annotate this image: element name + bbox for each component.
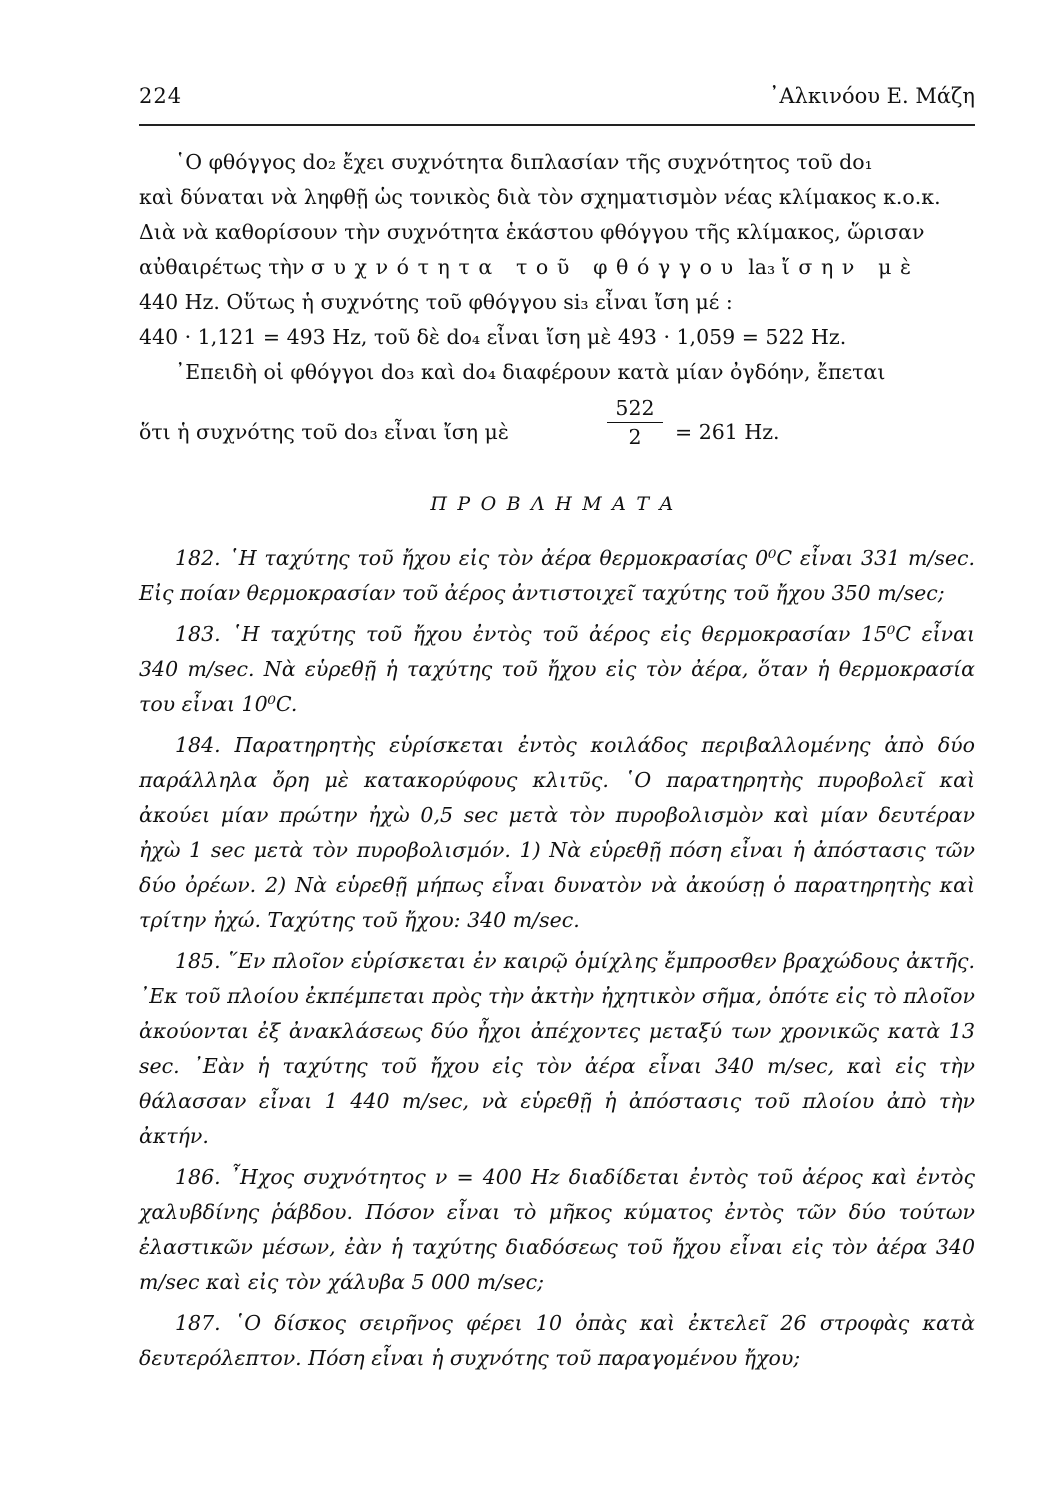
main-text	[139, 145, 975, 1382]
problem-number: 187.	[175, 1311, 221, 1335]
page-number: 224	[139, 84, 183, 108]
problem-number: 183.	[175, 622, 221, 646]
fraction-bar	[607, 422, 663, 423]
intro-line-4	[139, 250, 975, 285]
intro-line-6: 440 · 1,121 = 493 Hz, τοῦ δὲ do₄ εἶναι ἴση μὲ 493 · 1,059 = 522 Hz.	[139, 325, 847, 349]
intro-line-4-a: αὐθαιρέτως τὴν	[139, 255, 305, 279]
fraction-numerator: 522	[615, 396, 655, 420]
running-author: ᾿Αλκινόου Ε. Μάζη	[768, 84, 975, 108]
problem-number: 186.	[175, 1165, 221, 1189]
running-head	[139, 80, 975, 120]
intro-line-4-spaced: συχνότητα τοῦ φθόγγου	[310, 255, 742, 279]
intro-line-7: ᾿Επειδὴ οἱ φθόγγοι do₃ καὶ do₄ διαφέρουν κατὰ μίαν ὀγδόην, ἔπεται	[175, 360, 886, 384]
problem-item	[139, 728, 975, 938]
problem-item	[139, 1306, 975, 1376]
problem-text: ῾Η ταχύτης τοῦ ἤχου εἰς τὸν ἀέρα θερμοκρασίας 0⁰C εἶναι 331 m/sec. Εἰς ποίαν θερμοκρασίαν τοῦ ἀέρος ἀντιστοιχεῖ ταχύτης τοῦ ἤχου 350 m/sec;	[139, 546, 975, 605]
intro-line-1: ῾Ο φθόγγος do₂ ἔχει συχνότητα διπλασίαν τῆς συχνότητος τοῦ do₁	[175, 150, 873, 174]
problem-text: ῾Η ταχύτης τοῦ ἤχου ἐντὸς τοῦ ἀέρος εἰς θερμοκρασίαν 15⁰C εἶναι 340 m/sec. Νὰ εὑρεθῇ ἡ ταχύτης τοῦ ἤχου εἰς τὸν ἀέρα, ὅταν ἡ θερμοκρασία του εἶναι 10⁰C.	[139, 622, 975, 716]
problem-text: ῏Ηχος συχνότητος ν = 400 Hz διαδίδεται ἐντὸς τοῦ ἀέρος καὶ ἐντὸς χαλυβδίνης ῥάβδου. Πόσον εἶναι τὸ μῆκος κύματος ἐντὸς τῶν δύο τούτων ἐλαστικῶν μέσων, ἐὰν ἡ ταχύτης διαδόσεως τοῦ ἤχου εἶναι εἰς τὸν ἀέρα 340 m/sec καὶ εἰς τὸν χάλυβα 5 000 m/sec;	[139, 1165, 975, 1294]
section-title: ΠΡΟΒΛΗΜΑΤΑ	[430, 493, 684, 515]
intro-paragraph	[139, 145, 975, 452]
intro-line-4-note: la₃	[748, 255, 776, 279]
intro-line-2: καὶ δύναται νὰ ληφθῇ ὡς τονικὸς διὰ τὸν σχηματισμὸν νέας κλίμακος κ.ο.κ.	[139, 185, 941, 209]
fraction	[607, 396, 663, 449]
intro-line-4-end: ἴσην μὲ	[781, 255, 920, 279]
fraction-result: = 261 Hz.	[675, 420, 780, 444]
problem-item	[139, 541, 975, 611]
problem-number: 184.	[175, 733, 221, 757]
problem-text: Παρατηρητὴς εὑρίσκεται ἐντὸς κοιλάδος περιβαλλομένης ἀπὸ δύο παράλληλα ὄρη μὲ κατακορύφους κλιτῦς. ῾Ο παρατηρητὴς πυροβολεῖ καὶ ἀκούει μίαν πρώτην ἠχὼ 0,5 sec μετὰ τὸν πυροβολισμὸν καὶ μίαν δευτέραν ἠχὼ 1 sec μετὰ τὸν πυροβολισμόν. 1) Νὰ εὑρεθῇ πόση εἶναι ἡ ἀπόστασις τῶν δύο ὀρέων. 2) Νὰ εὑρεθῇ μήπως εἶναι δυνατὸν νὰ ἀκούσῃ ὁ παρατηρητὴς καὶ τρίτην ἠχώ. Ταχύτης τοῦ ἤχου: 340 m/sec.	[139, 733, 975, 932]
problem-text: ῞Εν πλοῖον εὑρίσκεται ἐν καιρῷ ὁμίχλης ἔμπροσθεν βραχώδους ἀκτῆς. ᾿Εκ τοῦ πλοίου ἐκπέμπεται πρὸς τὴν ἀκτὴν ἠχητικὸν σῆμα, ὁπότε εἰς τὸ πλοῖον ἀκούονται ἐξ ἀνακλάσεως δύο ἦχοι ἀπέχοντες μεταξύ των χρονικῶς κατὰ 13 sec. ᾿Εὰν ἡ ταχύτης τοῦ ἤχου εἰς τὸν ἀέρα εἶναι 340 m/sec, καὶ εἰς τὴν θάλασσαν εἶναι 1 440 m/sec, νὰ εὑρεθῇ ἡ ἀπόστασις τοῦ πλοίου ἀπὸ τὴν ἀκτήν.	[139, 949, 975, 1148]
header-rule	[139, 124, 975, 126]
intro-line-3: Διὰ νὰ καθορίσουν τὴν συχνότητα ἑκάστου φθόγγου τῆς κλίμακος, ὥρισαν	[139, 220, 925, 244]
fraction-denominator: 2	[628, 425, 642, 449]
problem-item	[139, 944, 975, 1154]
problem-item	[139, 617, 975, 722]
problem-text: ῾Ο δίσκος σειρῆνος φέρει 10 ὀπὰς καὶ ἐκτελεῖ 26 στροφὰς κατὰ δευτερόλεπτον. Πόση εἶναι ἡ συχνότης τοῦ παραγομένου ἤχου;	[139, 1311, 975, 1370]
problems-list	[139, 541, 975, 1376]
fraction-equation	[139, 392, 975, 452]
problem-number: 185.	[175, 949, 221, 973]
problem-item	[139, 1160, 975, 1300]
intro-line-5: 440 Hz. Οὕτως ἡ συχνότης τοῦ φθόγγου si₃ εἶναι ἴση μέ :	[139, 290, 733, 314]
problem-number: 182.	[175, 546, 221, 570]
fraction-prefix: ὅτι ἡ συχνότης τοῦ do₃ εἶναι ἴση μὲ	[139, 420, 509, 444]
